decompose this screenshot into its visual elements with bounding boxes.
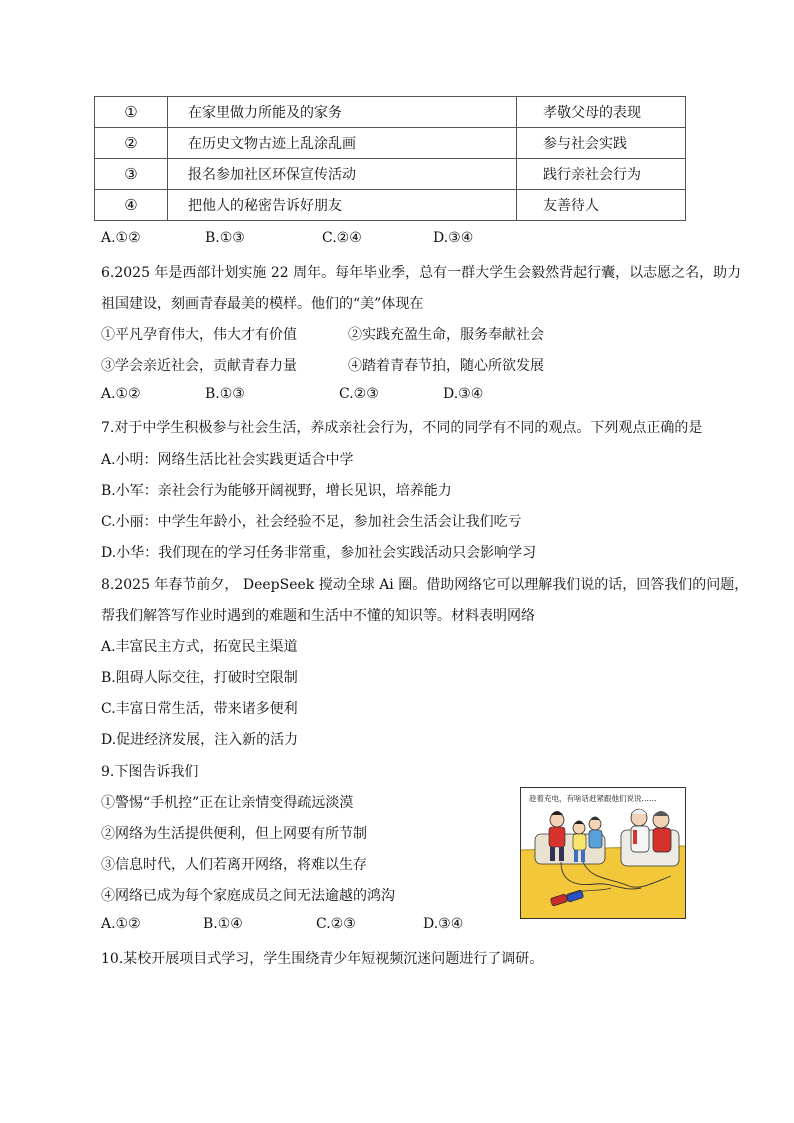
q6-stem-line1: 6.2025 年是西部计划实施 22 周年。每年毕业季，总有一群大学生会毅然背起行囊，以志愿之名，助力: [101, 265, 742, 281]
q6-item: ②实践充盈生命，服务奉献社会: [348, 327, 544, 343]
option-b[interactable]: B.小军：亲社会行为能够开阔视野，增长见识，培养能力: [101, 483, 452, 499]
q9-stem: 9.下图告诉我们: [101, 764, 199, 780]
q9-item: ①警惕“手机控”正在让亲情变得疏远淡漠: [101, 795, 354, 811]
option-d[interactable]: D.促进经济发展，注入新的活力: [101, 732, 299, 748]
row-action: 把他人的秘密告诉好朋友: [168, 190, 517, 221]
option-d[interactable]: D.③④: [433, 230, 474, 246]
option-d[interactable]: D.③④: [423, 916, 464, 932]
q9-item: ③信息时代，人们若离开网络，将难以生存: [101, 857, 367, 873]
q10-stem: 10.某校开展项目式学习，学生围绕青少年短视频沉迷问题进行了调研。: [101, 951, 544, 967]
table-row: [95, 190, 686, 221]
table-row: [95, 97, 686, 128]
option-a[interactable]: A.①②: [101, 916, 141, 932]
q6-item-row2: [101, 355, 544, 375]
q8-stem-line2: 帮我们解答写作业时遇到的难题和生活中不懂的知识等。材料表明网络: [101, 608, 535, 624]
q6-item-row1: [101, 324, 544, 344]
row-action: 在家里做力所能及的家务: [168, 97, 517, 128]
q9-item: ②网络为生活提供便利，但上网要有所节制: [101, 826, 367, 842]
option-c[interactable]: C.丰富日常生活，带来诸多便利: [101, 701, 298, 717]
option-b[interactable]: B.①④: [203, 916, 243, 932]
option-c[interactable]: C.②④: [322, 230, 362, 246]
cartoon-illustration: [521, 788, 685, 918]
row-number: ③: [95, 159, 168, 190]
table-row: [95, 159, 686, 190]
row-number: ④: [95, 190, 168, 221]
table-row: [95, 128, 686, 159]
q9-item: ④网络已成为每个家庭成员之间无法逾越的鸿沟: [101, 888, 395, 904]
row-meaning: 践行亲社会行为: [517, 159, 686, 190]
option-c[interactable]: C.②③: [316, 916, 356, 932]
q9-options: [101, 916, 463, 932]
option-a[interactable]: A.①②: [101, 230, 141, 246]
q6-options: [101, 386, 483, 402]
option-a[interactable]: A.丰富民主方式，拓宽民主渠道: [101, 639, 298, 655]
row-action: 在历史文物古迹上乱涂乱画: [168, 128, 517, 159]
q5-table: [94, 96, 686, 221]
option-c[interactable]: C.②③: [339, 386, 379, 402]
q6-item: ③学会亲近社会，贡献青春力量: [101, 358, 297, 374]
option-b[interactable]: B.阻碍人际交往，打破时空限制: [101, 670, 298, 686]
row-meaning: 孝敬父母的表现: [517, 97, 686, 128]
q7-stem: 7.对于中学生积极参与社会生活，养成亲社会行为，不同的同学有不同的观点。下列观点正确的是: [101, 420, 703, 436]
option-d[interactable]: D.③④: [443, 386, 484, 402]
option-a[interactable]: A.①②: [101, 386, 141, 402]
option-d[interactable]: D.小华：我们现在的学习任务非常重，参加社会实践活动只会影响学习: [101, 545, 537, 561]
q6-stem-line2: 祖国建设，刻画青春最美的模样。他们的“美”体现在: [101, 296, 424, 312]
family-phone-cartoon: [520, 787, 686, 919]
row-meaning: 友善待人: [517, 190, 686, 221]
row-number: ①: [95, 97, 168, 128]
option-a[interactable]: A.小明：网络生活比社会实践更适合中学: [101, 452, 354, 468]
option-b[interactable]: B.①③: [205, 386, 245, 402]
row-action: 报名参加社区环保宣传活动: [168, 159, 517, 190]
q8-stem-line1: 8.2025 年春节前夕， DeepSeek 搅动全球 Ai 圈。借助网络它可以理解我们说的话，回答我们的问题，: [101, 577, 749, 593]
q6-item: ①平凡孕育伟大，伟大才有价值: [101, 327, 297, 343]
option-b[interactable]: B.①③: [205, 230, 245, 246]
q5-options: [101, 230, 473, 246]
row-meaning: 参与社会实践: [517, 128, 686, 159]
row-number: ②: [95, 128, 168, 159]
cartoon-caption: 趁着充电，有啥话赶紧跟他们说说……: [529, 794, 657, 803]
option-c[interactable]: C.小丽：中学生年龄小，社会经验不足，参加社会生活会让我们吃亏: [101, 514, 522, 530]
q6-item: ④踏着青春节拍，随心所欲发展: [348, 358, 544, 374]
